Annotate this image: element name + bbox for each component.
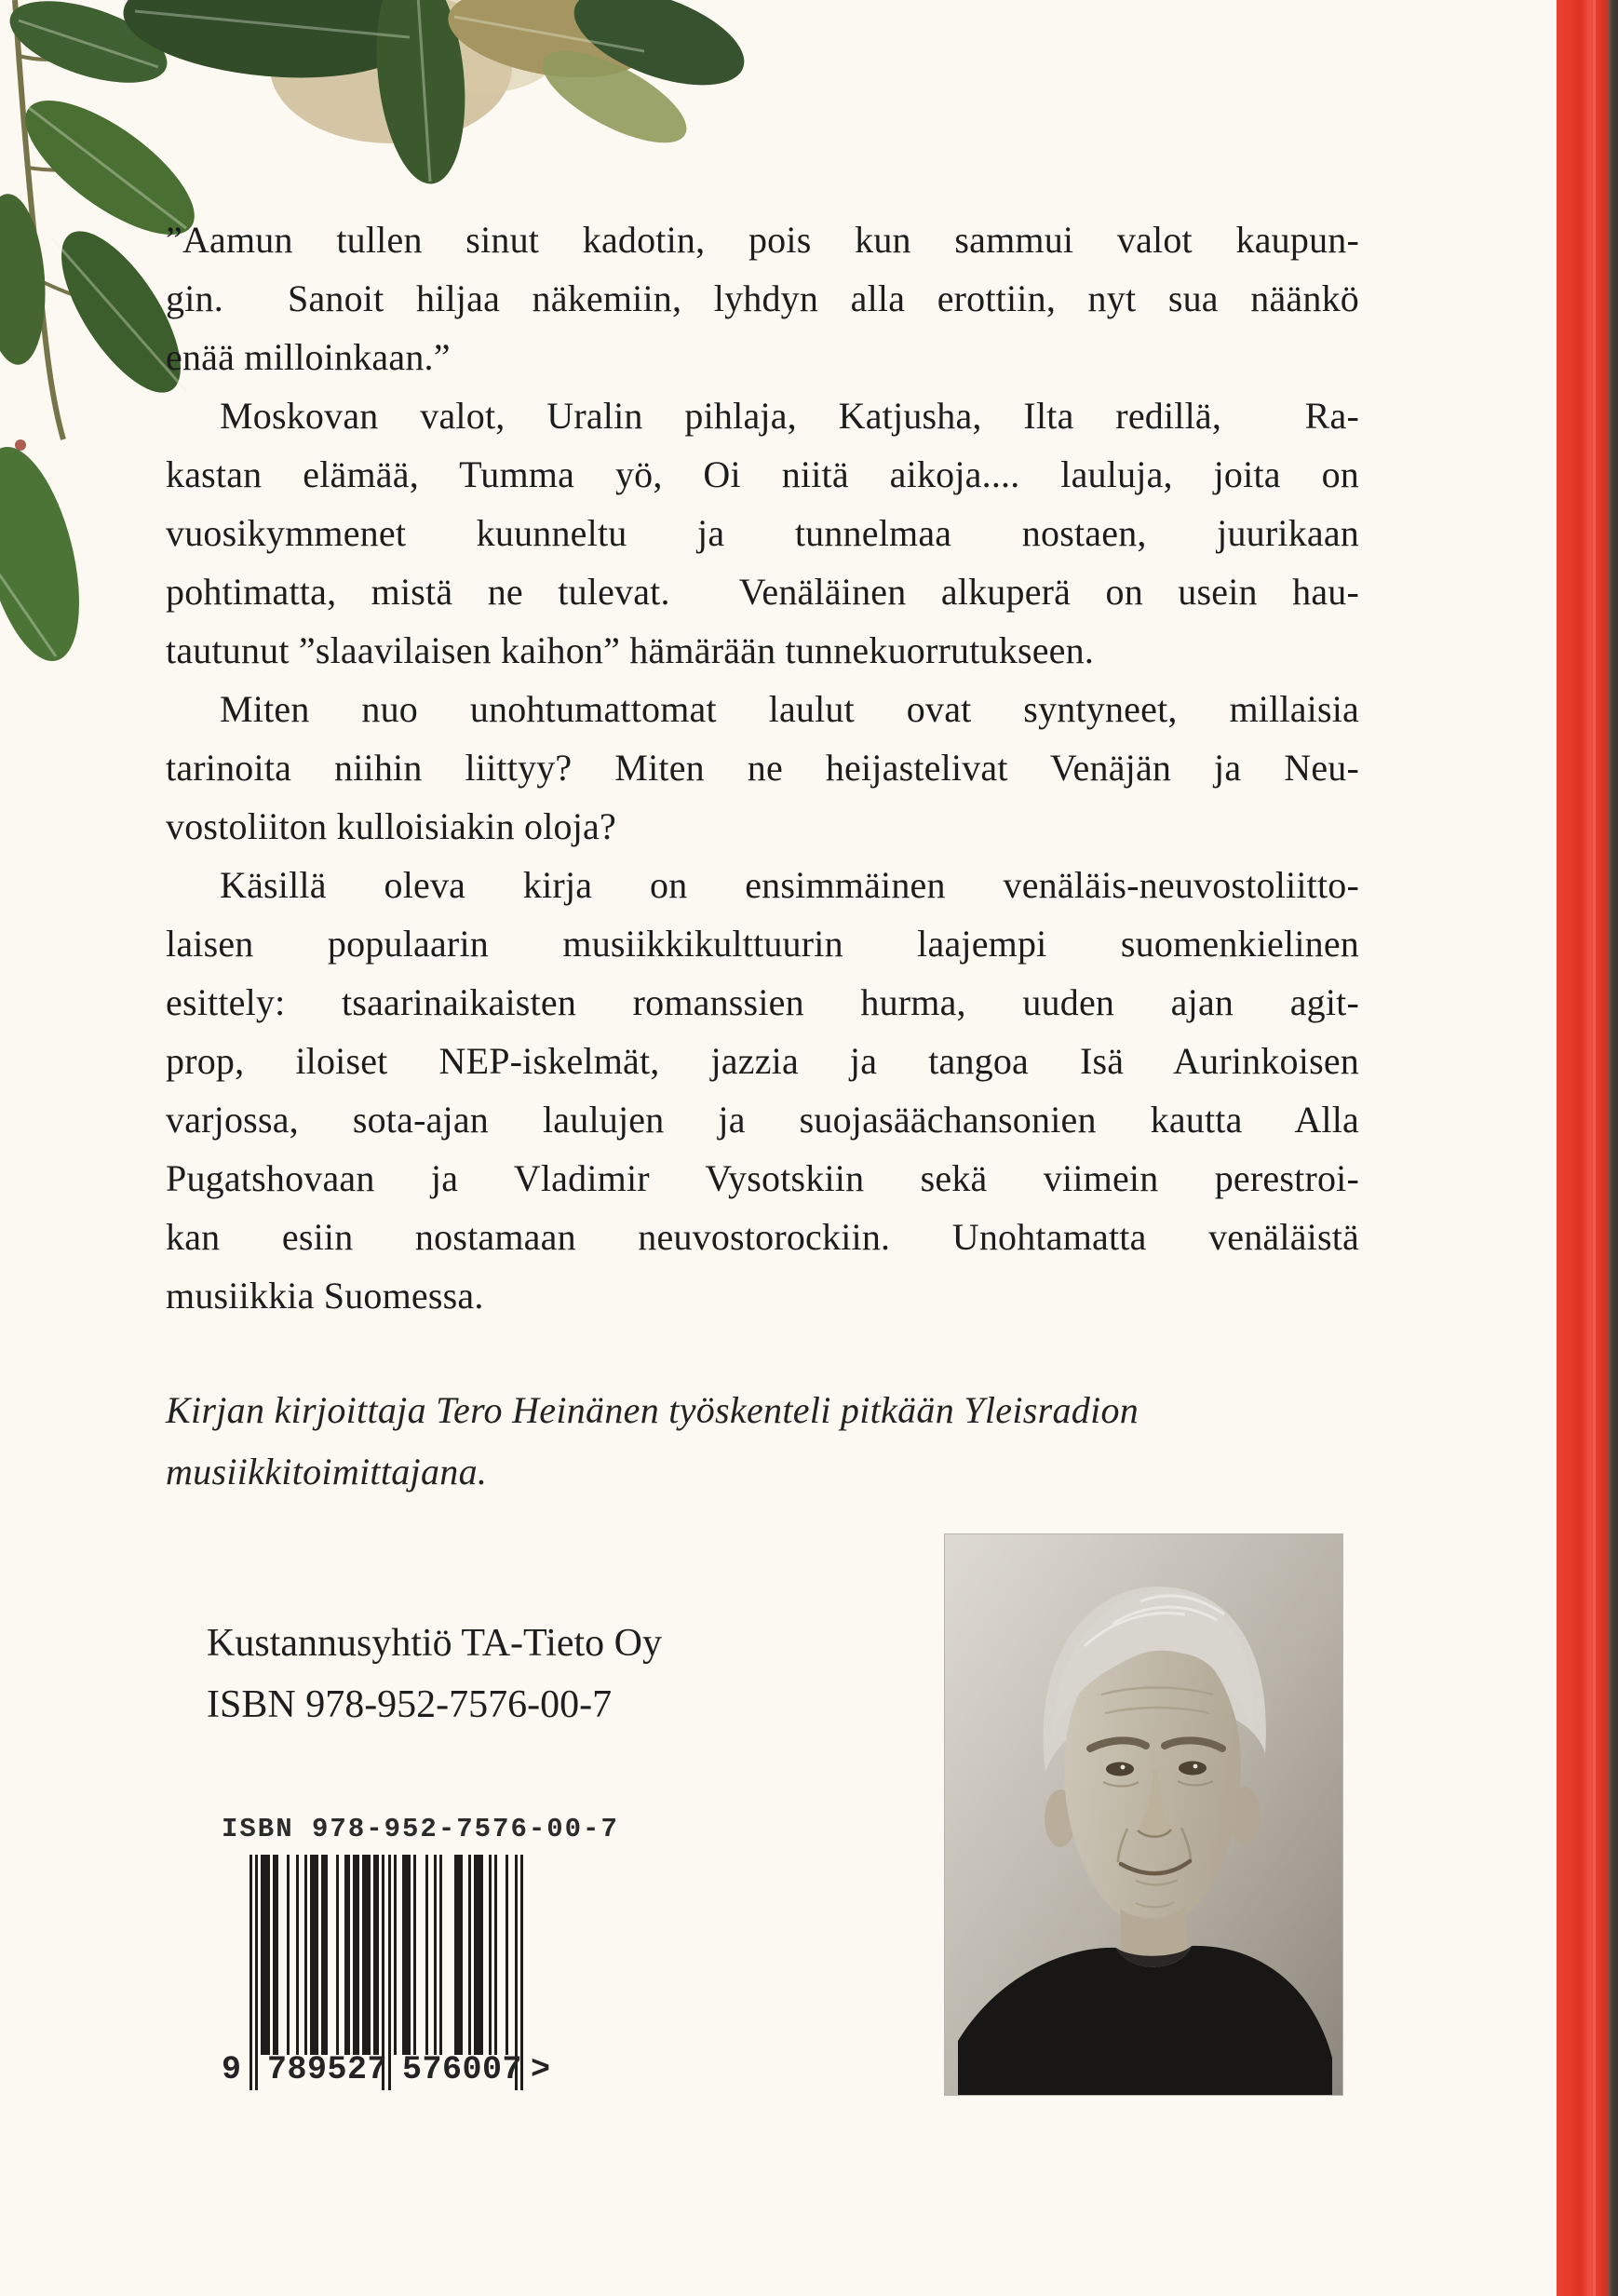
text-line: kan esiin nostamaan neuvostorockiin. Unohtamatta venäläistä — [166, 1216, 1359, 1258]
paragraph-book-description — [166, 856, 1359, 1325]
text-line: pohtimatta, mistä ne tulevat. Venäläinen alkuperä on usein hau- — [166, 571, 1359, 613]
author-note — [166, 1380, 1320, 1503]
text-line: varjossa, sota-ajan laulujen ja suojasäächansonien kautta Alla — [166, 1099, 1359, 1141]
back-cover-text — [166, 210, 1359, 1325]
text-line: Miten nuo unohtumattomat laulut ovat syntyneet, millaisia — [220, 688, 1359, 730]
barcode-digits — [222, 2051, 594, 2094]
text-line: Käsillä oleva kirja on ensimmäinen venäläis-neuvostoliitto- — [220, 864, 1359, 906]
barcode-block — [222, 1814, 619, 2102]
text-line: prop, iloiset NEP-iskelmät, jazzia ja tangoa Isä Aurinkoisen — [166, 1040, 1359, 1082]
isbn-line: ISBN 978-952-7576-00-7 — [207, 1683, 613, 1726]
spine-red-stripe — [1557, 0, 1618, 2296]
text-line: vostoliiton kulloisiakin oloja? — [166, 805, 616, 847]
text-line: esittely: tsaarinaikaisten romanssien hurma, uuden ajan agit- — [166, 981, 1359, 1023]
text-line: laisen populaarin musiikkikulttuurin laajempi suomenkielinen — [166, 923, 1359, 965]
paragraph-song-titles — [166, 386, 1359, 680]
text-line: tautunut ”slaavilaisen kaihon” hämärään tunnekuorrutukseen. — [166, 629, 1095, 671]
text-line: musiikkia Suomessa. — [166, 1275, 484, 1317]
publisher-name: Kustannusyhtiö TA-Tieto Oy — [207, 1622, 663, 1665]
text-line: tarinoita niihin liittyy? Miten ne heijastelivat Venäjän ja Neu- — [166, 747, 1359, 789]
barcode-digit-first: 9 — [222, 2051, 242, 2088]
barcode-isbn-label: ISBN 978-952-7576-00-7 — [222, 1814, 619, 1844]
text-line: ”Aamun tullen sinut kadotin, pois kun sammui valot kaupun- — [166, 219, 1359, 261]
barcode-quiet-zone-arrow: > — [531, 2051, 551, 2088]
quote-paragraph — [166, 210, 1359, 386]
text-line: gin. Sanoit hiljaa näkemiin, lyhdyn alla erottiin, nyt sua näänkö — [166, 277, 1359, 319]
text-line: Pugatshovaan ja Vladimir Vysotskiin sekä viimein perestroi- — [166, 1157, 1359, 1199]
publisher-block — [207, 1613, 914, 1736]
barcode-digit-group2: 576007 — [402, 2051, 523, 2088]
text-line: musiikkitoimittajana. — [166, 1451, 488, 1492]
text-line: Moskovan valot, Uralin pihlaja, Katjusha, Ilta redillä, Ra- — [220, 395, 1359, 437]
text-line: Kirjan kirjoittaja Tero Heinänen työskenteli pitkään Yleisradion — [166, 1389, 1139, 1431]
paragraph-questions — [166, 680, 1359, 856]
text-line: enää milloinkaan.” — [166, 336, 451, 378]
author-portrait-photo — [945, 1534, 1342, 2095]
text-line: kastan elämää, Tumma yö, Oi niitä aikoja.... lauluja, joita on — [166, 453, 1359, 495]
text-line: vuosikymmenet kuunneltu ja tunnelmaa nostaen, juurikaan — [166, 512, 1359, 554]
barcode-digit-group1: 789527 — [267, 2051, 388, 2088]
